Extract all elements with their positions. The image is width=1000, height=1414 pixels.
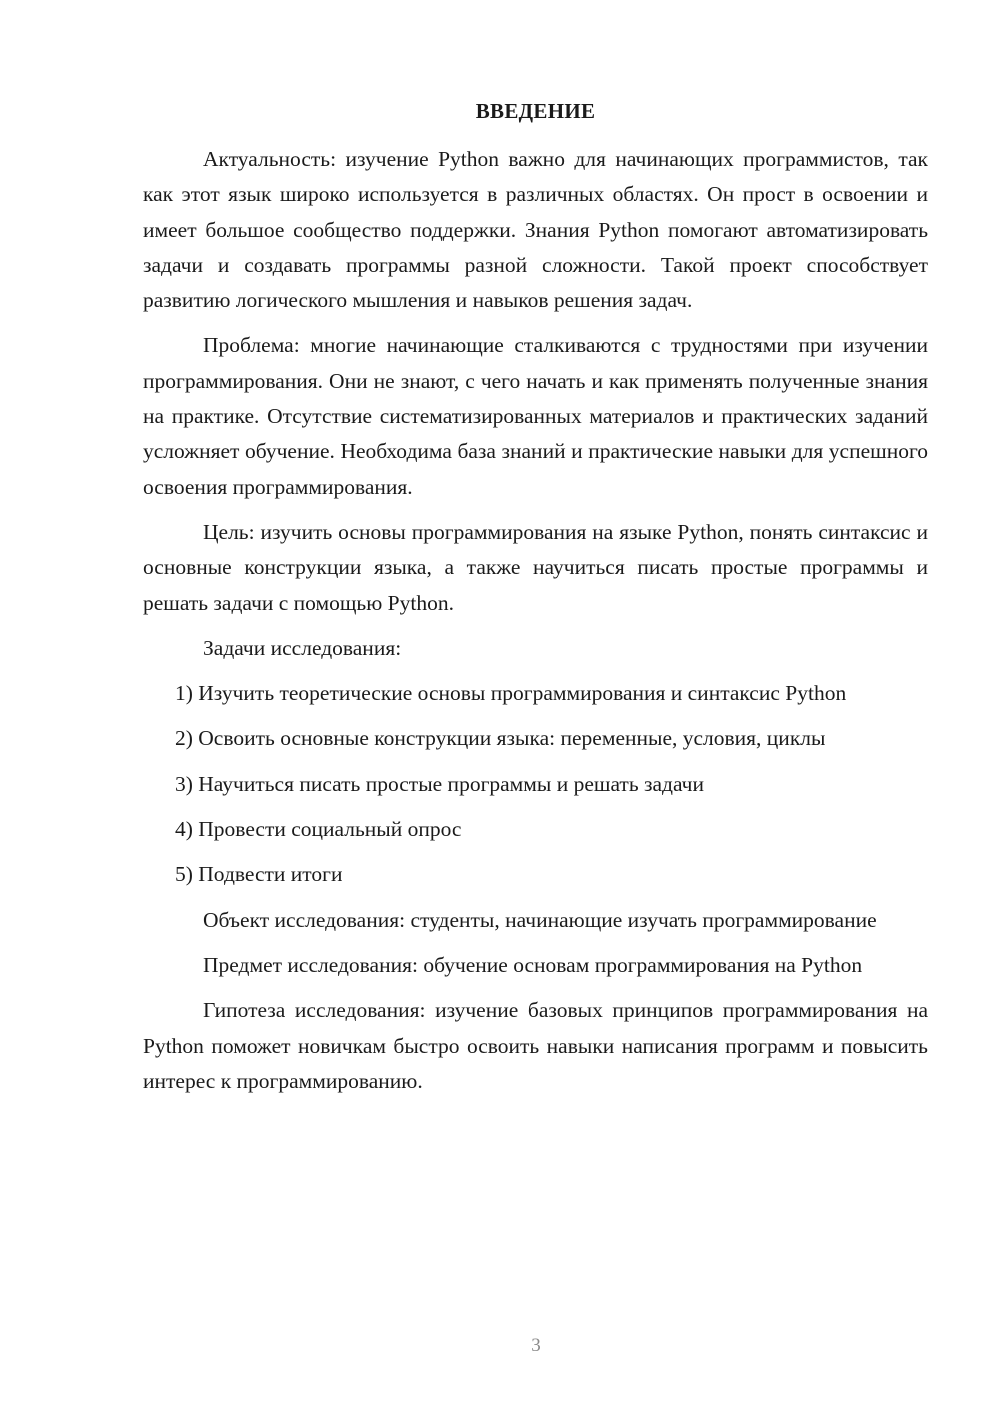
paragraph-object: Объект исследования: студенты, начинающие изучать программирование <box>203 907 877 932</box>
tasks-heading: Задачи исследования: <box>203 635 402 660</box>
task-item-3: 3) Научиться писать простые программы и решать задачи <box>175 771 704 796</box>
task-item-1: 1) Изучить теоретические основы программирования и синтаксис Python <box>175 681 847 706</box>
paragraph-subject: Предмет исследования: обучение основам программирования на Python <box>203 952 863 977</box>
paragraph-problem: Проблема: многие начинающие сталкиваются с трудностями при изучении программирования. Они не знают, с чего начать и как применять полученные знания на практике. Отсутствие систематизированных материалов и практических заданий усложняет обучение. Необходима база знаний и практические навыки для успешного освоения программирования. <box>143 333 928 499</box>
page-number: 3 <box>531 1335 541 1356</box>
document-body <box>143 142 928 1109</box>
page-title: ВВЕДЕНИЕ <box>475 99 596 123</box>
paragraph-goal: Цель: изучить основы программирования на языке Python, понять синтаксис и основные конструкции языка, а также научиться писать простые программы и решать задачи с помощью Python. <box>143 519 928 615</box>
paragraph-hypothesis: Гипотеза исследования: изучение базовых принципов программирования на Python поможет новичкам быстро освоить навыки написания программ и повысить интерес к программированию. <box>143 998 928 1093</box>
paragraph-relevance: Актуальность: изучение Python важно для начинающих программистов, так как этот язык широко используется в различных областях. Он прост в освоении и имеет большое сообщество поддержки. Знания Python помогают автоматизировать задачи и создавать программы разной сложности. Такой проект способствует развитию логического мышления и навыков решения задач. <box>143 147 928 313</box>
task-item-2: 2) Освоить основные конструкции языка: переменные, условия, циклы <box>175 726 826 751</box>
task-item-5: 5) Подвести итоги <box>175 862 343 887</box>
task-item-4: 4) Провести социальный опрос <box>175 817 462 842</box>
